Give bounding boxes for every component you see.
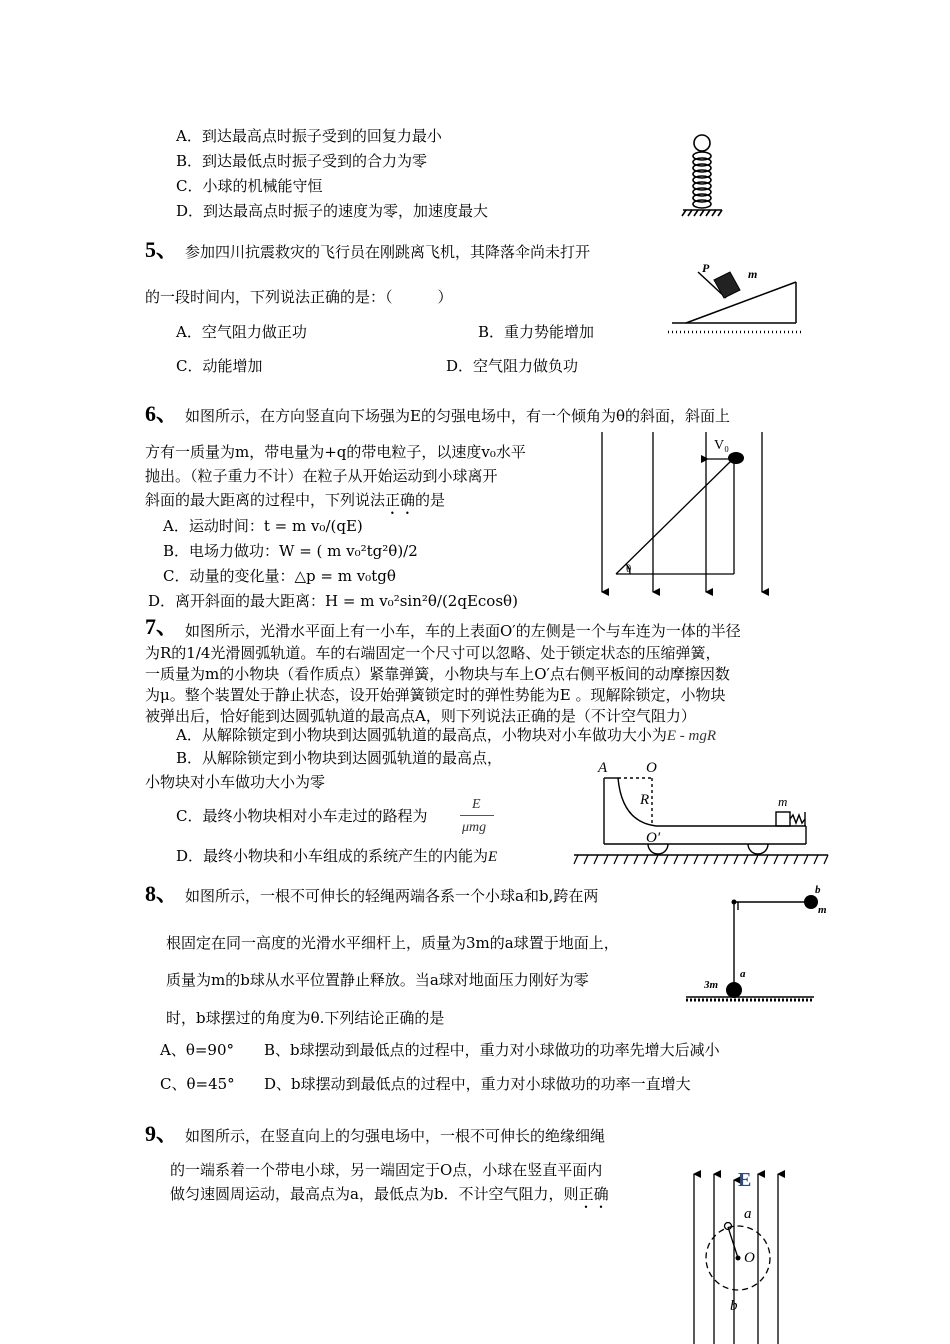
q5-stem-line2: 的一段时间内，下列说法正确的是：（ ） [145,288,453,306]
fig6-theta-label: θ [626,563,632,575]
q6-number: 6、 [145,401,179,426]
q5-option-b: B．重力势能增加 [478,323,595,341]
q4-option-b: B．到达最低点时振子受到的合力为零 [176,152,428,170]
q8-option-c: C、θ=45° [160,1075,235,1093]
q8-option-d: D、b球摆动到最低点的过程中，重力对小球做功的功率一直增大 [264,1075,691,1093]
q5-option-c: C．动能增加 [176,357,263,375]
q7-option-b-line2: 小物块对小车做功大小为零 [145,773,326,791]
fig6-v0-label: V₀ [714,438,729,453]
q5-stem-line1: 参加四川抗震救灾的飞行员在刚跳离飞机，其降落伞尚未打开 [185,243,591,261]
q7-stem-line4: 为μ。整个装置处于静止状态，设开始弹簧锁定时的弹性势能为E 。现解除锁定，小物块 [145,686,726,704]
q6-stem-line2: 方有一质量为m，带电量为+q的带电粒子，以速度v₀水平 [145,443,526,461]
q6-stem-line1: 如图所示，在方向竖直向下场强为E的匀强电场中，有一个倾角为θ的斜面，斜面上 [185,407,730,425]
q9-stem-line1: 如图所示，在竖直向上的匀强电场中，一根不可伸长的绝缘细绳 [185,1127,606,1145]
pulley-figure [684,880,834,1005]
q9-stem-line2: 的一端系着一个带电小球，另一端固定于O点，小球在竖直平面内 [170,1161,603,1179]
fig9-b-label: b [730,1298,738,1314]
q5-option-a: A．空气阻力做正功 [176,323,307,341]
q7-option-c: C．最终小物块相对小车走过的路程为 [176,807,428,825]
q5-option-d: D．空气阻力做负功 [446,357,579,375]
field-incline-figure [596,432,782,598]
q4-option-d: D．到达最高点时振子的速度为零，加速度最大 [176,202,489,220]
q6-option-c: C．动量的变化量：△p = m v₀tgθ [163,567,396,585]
q6-option-d: D．离开斜面的最大距离：H = m v₀²sin²θ/(2qEcosθ) [148,592,518,610]
q8-stem-line3: 质量为m的b球从水平位置静止释放。当a球对地面压力刚好为零 [166,971,589,989]
q8-stem-line2: 根固定在同一高度的光滑水平细杆上，质量为3m的a球置于地面上， [166,934,619,952]
q9-number: 9、 [145,1121,179,1146]
q7-stem-line3: 一质量为m的小物块（看作质点）紧靠弹簧，小物块与车上O′点右侧平板间的动摩擦因数 [145,665,730,683]
cart-figure [574,756,830,868]
fig9-a-label: a [744,1206,752,1222]
q9-stem-line3: 做匀速圆周运动，最高点为a，最低点为b．不计空气阻力，则正确 [170,1185,609,1203]
q8-stem-line4: 时，b球摆过的角度为θ.下列结论正确的是 [166,1009,445,1027]
q7-option-a: A．从解除锁定到小物块到达圆弧轨道的最高点，小物块对小车做功大小为E - mgR [176,726,716,744]
q7-stem-line1: 如图所示，光滑水平面上有一小车，车的上表面O′的左侧是一个与车连为一体的半径 [185,622,741,640]
q6-option-a: A．运动时间：t = m v₀/(qE) [163,517,363,535]
fig9-e-label: E [738,1169,752,1191]
q7-option-d: D．最终小物块和小车组成的系统产生的内能为E [176,847,498,865]
q5-number: 5、 [145,237,179,262]
fig7-o-prime-label: O′ [646,830,661,846]
q4-option-a: A．到达最高点时振子受到的回复力最小 [176,127,442,145]
fig5-p-label: P [702,261,710,275]
fig7-m-label: m [778,794,788,809]
fig7-o-label: O [646,760,657,776]
fig8-a-label: a [740,968,746,980]
q7-option-c-numerator: E [472,797,481,812]
q7-stem-line2: 为R的1/4光滑圆弧轨道。车的右端固定一个尺寸可以忽略、处于锁定状态的压缩弹簧， [145,644,721,662]
q7-option-b-line1: B．从解除锁定到小物块到达圆弧轨道的最高点， [176,749,503,767]
fig5-m-label: m [748,267,758,281]
field-circle-figure [680,1164,790,1344]
q8-option-a: A、θ=90° [160,1041,235,1059]
fig7-a-label: A [598,760,608,776]
q8-number: 8、 [145,881,179,906]
fig7-r-label: R [640,792,650,808]
q8-option-b: B、b球摆动到最低点的过程中，重力对小球做功的功率先增大后减小 [264,1041,720,1059]
fig8-m-label: m [818,904,827,916]
spring-figure [680,132,730,222]
incline-figure [668,260,808,335]
q6-option-b: B．电场力做功：W = ( m v₀²tg²θ)/2 [163,542,418,560]
q7-fraction-bar [460,815,494,816]
fig9-o-label: O [744,1250,755,1266]
fig8-3m-label: 3m [704,979,719,991]
fig8-b-label: b [815,884,821,896]
q4-option-c: C．小球的机械能守恒 [176,177,323,195]
q6-stem-line4: 斜面的最大距离的过程中，下列说法正确的是 [145,491,446,509]
q6-stem-line3: 抛出。（粒子重力不计）在粒子从开始运动到小球离开 [145,467,498,485]
q7-option-c-denominator: μmg [462,820,487,835]
q7-number: 7、 [145,614,179,639]
q7-stem-line5: 被弹出后，恰好能到达圆弧轨道的最高点A，则下列说法正确的是（不计空气阻力） [145,707,696,725]
q8-stem-line1: 如图所示，一根不可伸长的轻绳两端各系一个小球a和b,跨在两 [185,887,599,905]
